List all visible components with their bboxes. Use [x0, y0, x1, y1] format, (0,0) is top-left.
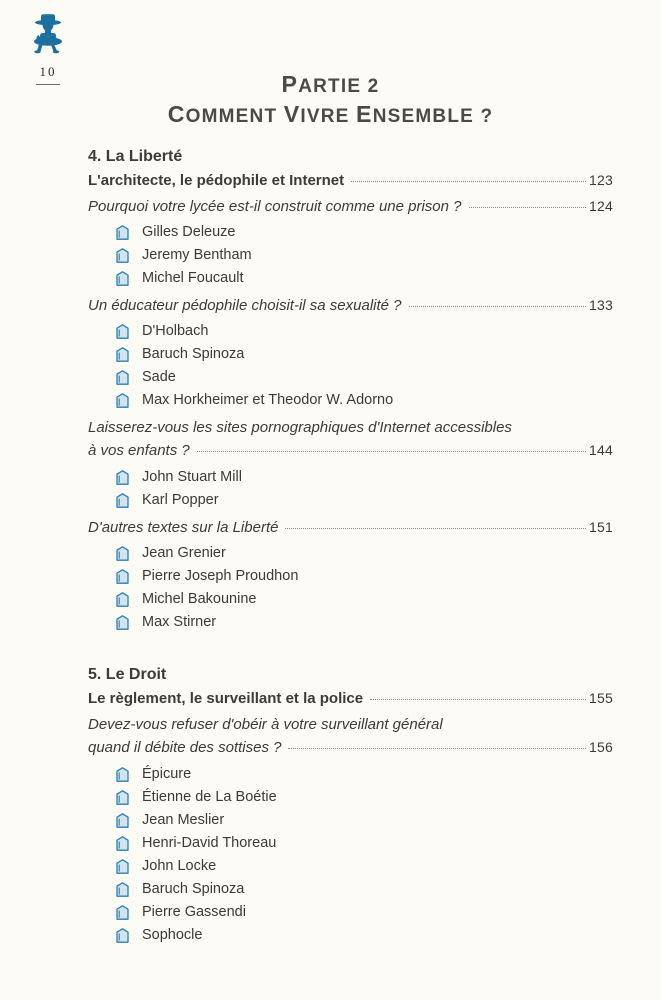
section-question-line: Devez-vous refuser d'obéir à votre surveillant général — [88, 716, 443, 733]
author-list — [88, 763, 613, 947]
book-icon — [116, 324, 129, 339]
author-name: Jeremy Bentham — [142, 247, 252, 263]
section-page-number: 144 — [589, 442, 613, 458]
list-item[interactable] — [116, 466, 613, 489]
author-name: Michel Bakounine — [142, 591, 257, 607]
toc-entry-row[interactable] — [88, 517, 613, 538]
author-name: Pierre Gassendi — [142, 904, 246, 920]
author-name: Étienne de La Boétie — [142, 789, 277, 805]
list-item[interactable] — [116, 366, 613, 389]
book-icon — [116, 248, 129, 263]
list-item[interactable] — [116, 855, 613, 878]
part-header — [0, 72, 661, 130]
book-icon — [116, 569, 129, 584]
book-icon — [116, 347, 129, 362]
book-icon — [116, 813, 129, 828]
author-name: D'Holbach — [142, 323, 209, 339]
section-question-line: Laisserez-vous les sites pornographiques d'Internet accessibles — [88, 419, 512, 436]
book-icon — [116, 546, 129, 561]
list-item[interactable] — [116, 542, 613, 565]
part-header-line-2: COMMENT VIVRE ENSEMBLE ? — [167, 101, 494, 127]
list-item[interactable] — [116, 786, 613, 809]
section-question-line: quand il débite des sottises ? — [88, 739, 282, 756]
dot-leader — [409, 306, 587, 307]
list-item[interactable] — [116, 763, 613, 786]
dot-leader — [197, 451, 586, 452]
section-question-line: à vos enfants ? — [88, 442, 190, 459]
author-name: Michel Foucault — [142, 270, 244, 286]
section-page-number: 156 — [589, 739, 613, 755]
list-item[interactable] — [116, 809, 613, 832]
toc-entry-row[interactable] — [88, 170, 613, 191]
book-icon — [116, 470, 129, 485]
author-list — [88, 320, 613, 412]
list-item[interactable] — [116, 267, 613, 290]
toc-chapter — [88, 146, 613, 634]
book-icon — [116, 592, 129, 607]
list-item[interactable] — [116, 320, 613, 343]
section-question-line: D'autres textes sur la Liberté — [88, 519, 279, 536]
book-icon — [116, 225, 129, 240]
toc-entry-row[interactable] — [88, 439, 613, 462]
book-icon — [116, 370, 129, 385]
author-name: Baruch Spinoza — [142, 881, 245, 897]
list-item[interactable] — [116, 878, 613, 901]
book-icon — [116, 859, 129, 874]
list-item[interactable] — [116, 588, 613, 611]
book-icon — [116, 836, 129, 851]
dot-leader — [285, 528, 586, 529]
book-icon — [116, 271, 129, 286]
folio-page-number: 10 — [39, 64, 57, 79]
list-item[interactable] — [116, 343, 613, 366]
author-list — [88, 466, 613, 512]
chapter-main-entry-title: L'architecte, le pédophile et Internet — [88, 172, 345, 189]
book-icon — [116, 493, 129, 508]
thinker-figure-logo-icon — [25, 10, 71, 56]
author-name: Jean Meslier — [142, 812, 225, 828]
list-item[interactable] — [116, 244, 613, 267]
list-item[interactable] — [116, 565, 613, 588]
chapter-main-entry-title: Le règlement, le surveillant et la police — [88, 690, 364, 707]
book-icon — [116, 790, 129, 805]
section-page-number: 151 — [589, 519, 613, 535]
table-of-contents — [88, 146, 613, 947]
chapter-title: 4. La Liberté — [88, 148, 183, 165]
author-name: Épicure — [142, 766, 192, 782]
toc-entry-row[interactable] — [88, 196, 613, 217]
author-name: Gilles Deleuze — [142, 224, 236, 240]
section-page-number: 133 — [589, 297, 613, 313]
author-name: Sade — [142, 369, 176, 385]
list-item[interactable] — [116, 389, 613, 412]
book-icon — [116, 393, 129, 408]
author-name: Henri-David Thoreau — [142, 835, 277, 851]
chapter-main-entry-page: 155 — [589, 690, 613, 706]
author-name: Max Stirner — [142, 614, 217, 630]
section-question-line: Pourquoi votre lycée est-il construit comme une prison ? — [88, 198, 462, 215]
author-name: Sophocle — [142, 927, 203, 943]
section-page-number: 124 — [589, 198, 613, 214]
toc-entry-row[interactable] — [88, 688, 613, 709]
part-header-line-1: PARTIE 2 — [281, 71, 380, 97]
author-list — [88, 221, 613, 290]
book-icon — [116, 767, 129, 782]
list-item[interactable] — [116, 489, 613, 512]
chapter-main-entry-page: 123 — [589, 172, 613, 188]
dot-leader — [370, 699, 586, 700]
list-item[interactable] — [116, 924, 613, 947]
dot-leader — [351, 181, 586, 182]
toc-entry-row[interactable] — [88, 295, 613, 316]
section-question-line: Un éducateur pédophile choisit-il sa sexualité ? — [88, 297, 402, 314]
author-name: Pierre Joseph Proudhon — [142, 568, 299, 584]
book-icon — [116, 882, 129, 897]
author-name: Jean Grenier — [142, 545, 226, 561]
toc-entry-row[interactable] — [88, 736, 613, 759]
author-list — [88, 542, 613, 634]
list-item[interactable] — [116, 611, 613, 634]
author-name: Karl Popper — [142, 492, 219, 508]
author-name: John Locke — [142, 858, 217, 874]
author-name: Max Horkheimer et Theodor W. Adorno — [142, 392, 394, 408]
book-icon — [116, 905, 129, 920]
list-item[interactable] — [116, 901, 613, 924]
chapter-title: 5. Le Droit — [88, 666, 167, 683]
toc-chapter — [88, 664, 613, 947]
list-item[interactable] — [116, 221, 613, 244]
book-icon — [116, 928, 129, 943]
author-name: Baruch Spinoza — [142, 346, 245, 362]
dot-leader — [469, 207, 587, 208]
book-icon — [116, 615, 129, 630]
author-name: John Stuart Mill — [142, 469, 242, 485]
list-item[interactable] — [116, 832, 613, 855]
dot-leader — [288, 748, 586, 749]
